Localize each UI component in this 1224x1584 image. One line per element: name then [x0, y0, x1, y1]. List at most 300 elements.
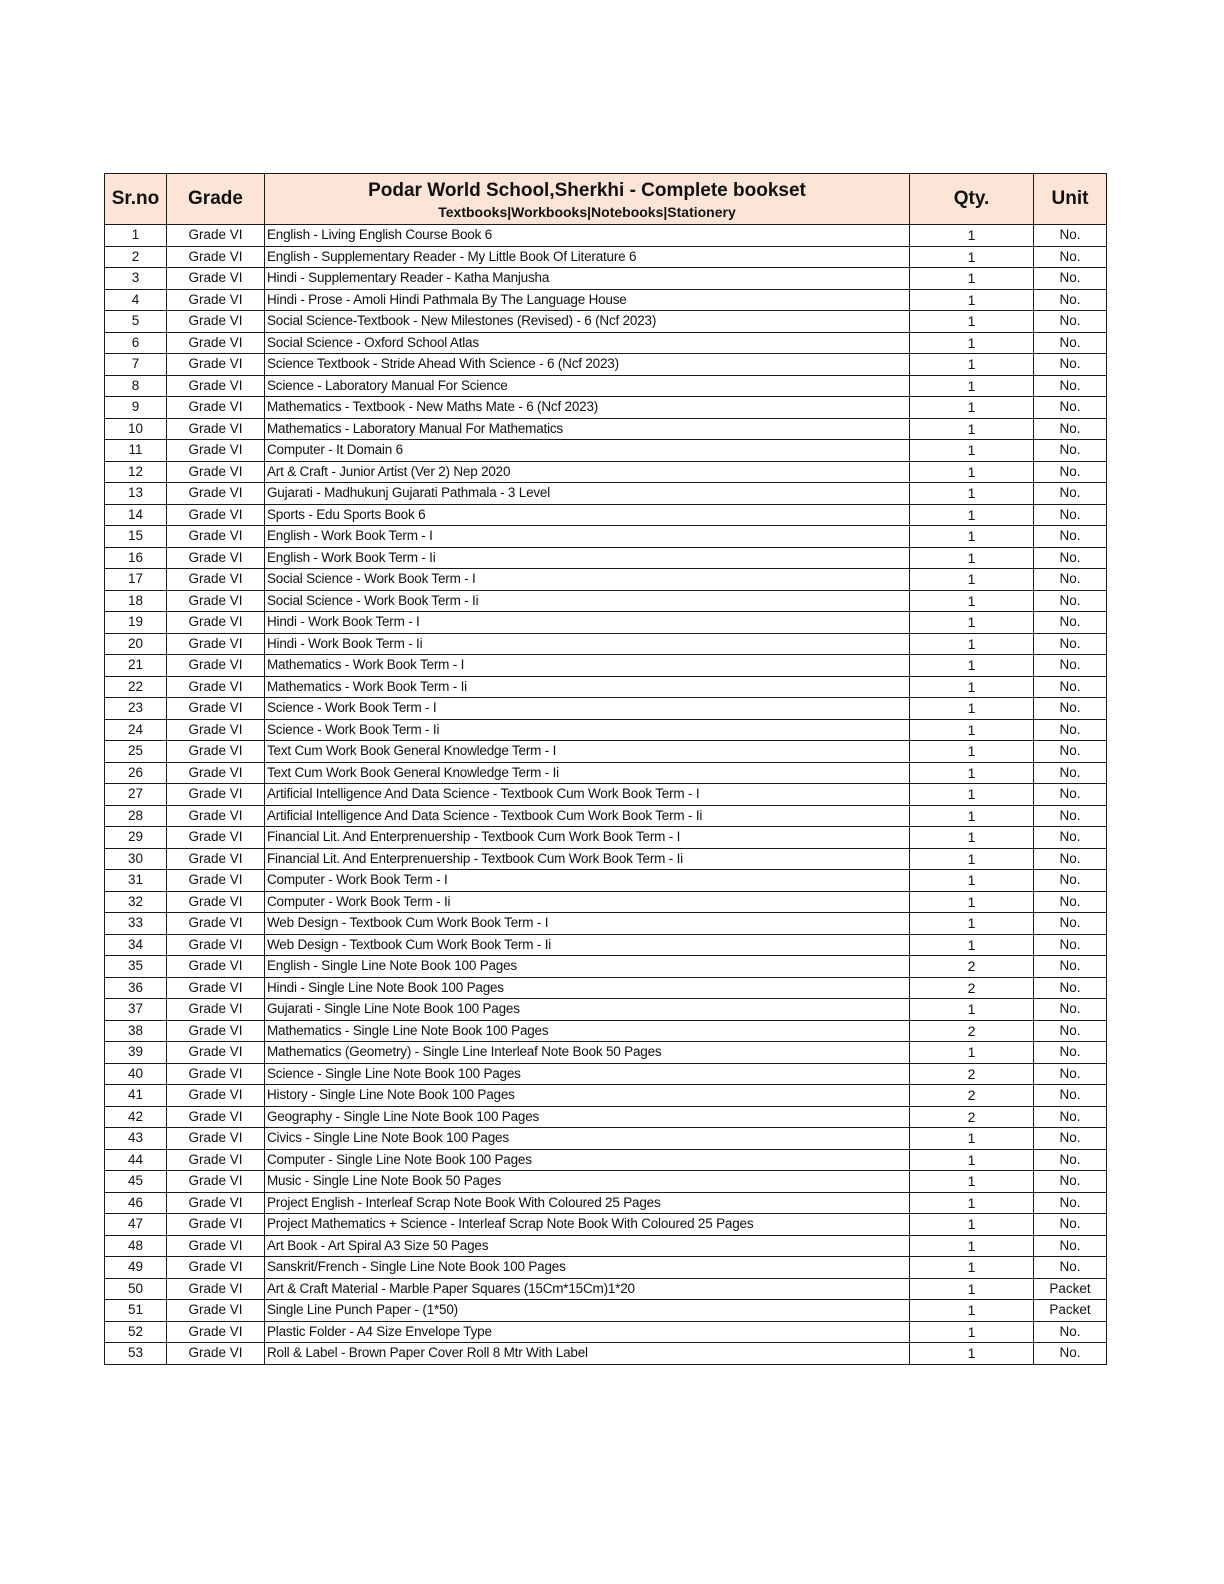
sr-no-cell: 3 — [105, 268, 167, 290]
grade-cell: Grade VI — [167, 956, 265, 978]
unit-cell: No. — [1034, 1106, 1107, 1128]
table-row — [105, 1128, 1107, 1150]
qty-cell: 1 — [910, 1300, 1034, 1322]
description-cell: Roll & Label - Brown Paper Cover Roll 8 Mtr With Label — [265, 1343, 910, 1365]
qty-cell: 1 — [910, 225, 1034, 247]
unit-cell: No. — [1034, 1063, 1107, 1085]
unit-cell: No. — [1034, 698, 1107, 720]
table-row — [105, 633, 1107, 655]
description-cell: Financial Lit. And Enterprenuership - Textbook Cum Work Book Term - I — [265, 827, 910, 849]
table-row — [105, 547, 1107, 569]
unit-cell: No. — [1034, 977, 1107, 999]
sr-no-cell: 48 — [105, 1235, 167, 1257]
table-row — [105, 655, 1107, 677]
table-row — [105, 311, 1107, 333]
grade-cell: Grade VI — [167, 612, 265, 634]
qty-cell: 2 — [910, 956, 1034, 978]
qty-cell: 1 — [910, 913, 1034, 935]
unit-cell: No. — [1034, 483, 1107, 505]
unit-cell: No. — [1034, 655, 1107, 677]
table-row — [105, 1085, 1107, 1107]
description-cell: Computer - Work Book Term - Ii — [265, 891, 910, 913]
table-row — [105, 977, 1107, 999]
grade-cell: Grade VI — [167, 1171, 265, 1193]
sr-no-cell: 36 — [105, 977, 167, 999]
grade-cell: Grade VI — [167, 1106, 265, 1128]
table-row — [105, 354, 1107, 376]
sr-no-cell: 11 — [105, 440, 167, 462]
table-row — [105, 805, 1107, 827]
grade-cell: Grade VI — [167, 848, 265, 870]
qty-cell: 1 — [910, 1235, 1034, 1257]
table-row — [105, 762, 1107, 784]
sr-no-cell: 50 — [105, 1278, 167, 1300]
table-row — [105, 1235, 1107, 1257]
grade-cell: Grade VI — [167, 440, 265, 462]
table-row — [105, 934, 1107, 956]
qty-cell: 1 — [910, 1192, 1034, 1214]
grade-cell: Grade VI — [167, 332, 265, 354]
description-cell: Text Cum Work Book General Knowledge Term - Ii — [265, 762, 910, 784]
qty-cell: 1 — [910, 848, 1034, 870]
table-row — [105, 418, 1107, 440]
description-cell: Science - Single Line Note Book 100 Pages — [265, 1063, 910, 1085]
qty-cell: 2 — [910, 1020, 1034, 1042]
grade-cell: Grade VI — [167, 999, 265, 1021]
description-cell: Mathematics - Laboratory Manual For Mathematics — [265, 418, 910, 440]
unit-cell: No. — [1034, 461, 1107, 483]
unit-cell: No. — [1034, 1171, 1107, 1193]
table-row — [105, 870, 1107, 892]
grade-cell: Grade VI — [167, 762, 265, 784]
table-row — [105, 461, 1107, 483]
sr-no-cell: 10 — [105, 418, 167, 440]
qty-cell: 1 — [910, 762, 1034, 784]
header-row — [105, 174, 1107, 225]
unit-cell: No. — [1034, 891, 1107, 913]
table-row — [105, 289, 1107, 311]
table-row — [105, 246, 1107, 268]
qty-cell: 1 — [910, 719, 1034, 741]
description-cell: Civics - Single Line Note Book 100 Pages — [265, 1128, 910, 1150]
description-cell: Art & Craft Material - Marble Paper Squares (15Cm*15Cm)1*20 — [265, 1278, 910, 1300]
table-row — [105, 784, 1107, 806]
qty-cell: 1 — [910, 999, 1034, 1021]
sr-no-cell: 38 — [105, 1020, 167, 1042]
unit-cell: No. — [1034, 805, 1107, 827]
qty-cell: 1 — [910, 1171, 1034, 1193]
grade-cell: Grade VI — [167, 354, 265, 376]
grade-cell: Grade VI — [167, 1149, 265, 1171]
grade-cell: Grade VI — [167, 418, 265, 440]
qty-cell: 1 — [910, 870, 1034, 892]
description-cell: Geography - Single Line Note Book 100 Pages — [265, 1106, 910, 1128]
table-row — [105, 891, 1107, 913]
table-row — [105, 268, 1107, 290]
description-cell: Single Line Punch Paper - (1*50) — [265, 1300, 910, 1322]
grade-cell: Grade VI — [167, 1235, 265, 1257]
bookset-sheet — [104, 173, 1106, 1365]
table-row — [105, 332, 1107, 354]
qty-cell: 1 — [910, 1042, 1034, 1064]
table-row — [105, 1042, 1107, 1064]
unit-cell: No. — [1034, 999, 1107, 1021]
grade-cell: Grade VI — [167, 891, 265, 913]
qty-cell: 2 — [910, 1106, 1034, 1128]
qty-cell: 1 — [910, 934, 1034, 956]
description-cell: Social Science - Work Book Term - I — [265, 569, 910, 591]
sr-no-cell: 33 — [105, 913, 167, 935]
grade-cell: Grade VI — [167, 268, 265, 290]
grade-cell: Grade VI — [167, 483, 265, 505]
table-row — [105, 590, 1107, 612]
description-cell: Hindi - Prose - Amoli Hindi Pathmala By The Language House — [265, 289, 910, 311]
qty-cell: 1 — [910, 1321, 1034, 1343]
grade-cell: Grade VI — [167, 1321, 265, 1343]
unit-cell: No. — [1034, 1085, 1107, 1107]
qty-cell: 1 — [910, 612, 1034, 634]
unit-cell: Packet — [1034, 1278, 1107, 1300]
table-row — [105, 698, 1107, 720]
unit-cell: No. — [1034, 354, 1107, 376]
qty-cell: 1 — [910, 268, 1034, 290]
sr-no-cell: 1 — [105, 225, 167, 247]
table-row — [105, 1278, 1107, 1300]
description-cell: Social Science - Oxford School Atlas — [265, 332, 910, 354]
sr-no-cell: 41 — [105, 1085, 167, 1107]
qty-cell: 1 — [910, 483, 1034, 505]
qty-cell: 1 — [910, 1128, 1034, 1150]
table-row — [105, 1192, 1107, 1214]
table-row — [105, 1149, 1107, 1171]
grade-header: Grade — [167, 174, 265, 225]
grade-cell: Grade VI — [167, 655, 265, 677]
grade-cell: Grade VI — [167, 805, 265, 827]
grade-cell: Grade VI — [167, 1128, 265, 1150]
qty-cell: 1 — [910, 805, 1034, 827]
description-cell: Science - Work Book Term - Ii — [265, 719, 910, 741]
unit-cell: No. — [1034, 547, 1107, 569]
description-cell: Computer - Work Book Term - I — [265, 870, 910, 892]
table-row — [105, 504, 1107, 526]
sr-no-cell: 46 — [105, 1192, 167, 1214]
unit-cell: No. — [1034, 1149, 1107, 1171]
qty-cell: 2 — [910, 1085, 1034, 1107]
table-row — [105, 1257, 1107, 1279]
sr-no-cell: 2 — [105, 246, 167, 268]
qty-cell: 1 — [910, 504, 1034, 526]
description-cell: Mathematics - Single Line Note Book 100 Pages — [265, 1020, 910, 1042]
sr-no-cell: 14 — [105, 504, 167, 526]
grade-cell: Grade VI — [167, 246, 265, 268]
grade-cell: Grade VI — [167, 1085, 265, 1107]
qty-cell: 2 — [910, 1063, 1034, 1085]
sr-no-cell: 20 — [105, 633, 167, 655]
grade-cell: Grade VI — [167, 827, 265, 849]
grade-cell: Grade VI — [167, 1278, 265, 1300]
sr-no-cell: 12 — [105, 461, 167, 483]
sr-no-cell: 19 — [105, 612, 167, 634]
qty-cell: 1 — [910, 332, 1034, 354]
qty-cell: 1 — [910, 1149, 1034, 1171]
table-row — [105, 719, 1107, 741]
table-row — [105, 526, 1107, 548]
description-cell: Web Design - Textbook Cum Work Book Term - Ii — [265, 934, 910, 956]
sr-no-cell: 17 — [105, 569, 167, 591]
unit-cell: No. — [1034, 1321, 1107, 1343]
unit-cell: No. — [1034, 741, 1107, 763]
description-cell: Web Design - Textbook Cum Work Book Term - I — [265, 913, 910, 935]
sr-no-cell: 51 — [105, 1300, 167, 1322]
grade-cell: Grade VI — [167, 311, 265, 333]
description-cell: Science Textbook - Stride Ahead With Science - 6 (Ncf 2023) — [265, 354, 910, 376]
grade-cell: Grade VI — [167, 698, 265, 720]
unit-cell: No. — [1034, 375, 1107, 397]
qty-cell: 1 — [910, 1278, 1034, 1300]
grade-cell: Grade VI — [167, 741, 265, 763]
unit-cell: No. — [1034, 1042, 1107, 1064]
description-cell: Hindi - Work Book Term - I — [265, 612, 910, 634]
grade-cell: Grade VI — [167, 547, 265, 569]
unit-cell: No. — [1034, 311, 1107, 333]
description-cell: Computer - Single Line Note Book 100 Pages — [265, 1149, 910, 1171]
qty-cell: 1 — [910, 633, 1034, 655]
table-row — [105, 913, 1107, 935]
sr-no-cell: 44 — [105, 1149, 167, 1171]
title-header — [265, 174, 910, 225]
description-cell: Artificial Intelligence And Data Science - Textbook Cum Work Book Term - I — [265, 784, 910, 806]
grade-cell: Grade VI — [167, 633, 265, 655]
grade-cell: Grade VI — [167, 676, 265, 698]
description-cell: Hindi - Work Book Term - Ii — [265, 633, 910, 655]
qty-cell: 1 — [910, 784, 1034, 806]
unit-cell: No. — [1034, 1257, 1107, 1279]
unit-cell: No. — [1034, 569, 1107, 591]
qty-cell: 1 — [910, 418, 1034, 440]
unit-cell: No. — [1034, 332, 1107, 354]
unit-cell: No. — [1034, 827, 1107, 849]
qty-cell: 1 — [910, 354, 1034, 376]
qty-cell: 1 — [910, 891, 1034, 913]
description-cell: English - Single Line Note Book 100 Pages — [265, 956, 910, 978]
description-cell: Social Science - Work Book Term - Ii — [265, 590, 910, 612]
description-cell: Mathematics - Work Book Term - I — [265, 655, 910, 677]
grade-cell: Grade VI — [167, 590, 265, 612]
qty-cell: 1 — [910, 1343, 1034, 1365]
sr-no-cell: 24 — [105, 719, 167, 741]
description-cell: Project Mathematics + Science - Interleaf Scrap Note Book With Coloured 25 Pages — [265, 1214, 910, 1236]
unit-cell: No. — [1034, 913, 1107, 935]
sr-no-cell: 4 — [105, 289, 167, 311]
grade-cell: Grade VI — [167, 225, 265, 247]
unit-cell: No. — [1034, 1192, 1107, 1214]
qty-cell: 1 — [910, 655, 1034, 677]
qty-cell: 1 — [910, 461, 1034, 483]
sr-no-cell: 22 — [105, 676, 167, 698]
sr-no-cell: 47 — [105, 1214, 167, 1236]
qty-cell: 1 — [910, 311, 1034, 333]
grade-cell: Grade VI — [167, 719, 265, 741]
sr-no-cell: 30 — [105, 848, 167, 870]
unit-cell: No. — [1034, 1020, 1107, 1042]
sr-no-cell: 13 — [105, 483, 167, 505]
sr-no-cell: 40 — [105, 1063, 167, 1085]
sr-no-cell: 21 — [105, 655, 167, 677]
sr-no-header: Sr.no — [105, 174, 167, 225]
unit-cell: No. — [1034, 440, 1107, 462]
unit-cell: No. — [1034, 870, 1107, 892]
unit-cell: No. — [1034, 1343, 1107, 1365]
table-row — [105, 440, 1107, 462]
qty-cell: 1 — [910, 741, 1034, 763]
grade-cell: Grade VI — [167, 1042, 265, 1064]
table-row — [105, 741, 1107, 763]
unit-cell: No. — [1034, 590, 1107, 612]
sr-no-cell: 25 — [105, 741, 167, 763]
unit-cell: No. — [1034, 289, 1107, 311]
description-cell: English - Work Book Term - Ii — [265, 547, 910, 569]
table-row — [105, 1214, 1107, 1236]
sr-no-cell: 28 — [105, 805, 167, 827]
sr-no-cell: 52 — [105, 1321, 167, 1343]
unit-cell: No. — [1034, 418, 1107, 440]
unit-cell: No. — [1034, 504, 1107, 526]
grade-cell: Grade VI — [167, 526, 265, 548]
description-cell: Social Science-Textbook - New Milestones (Revised) - 6 (Ncf 2023) — [265, 311, 910, 333]
table-row — [105, 225, 1107, 247]
bookset-table — [104, 173, 1107, 1365]
table-row — [105, 612, 1107, 634]
sr-no-cell: 5 — [105, 311, 167, 333]
qty-cell: 1 — [910, 569, 1034, 591]
grade-cell: Grade VI — [167, 461, 265, 483]
table-row — [105, 483, 1107, 505]
unit-cell: No. — [1034, 612, 1107, 634]
unit-cell: No. — [1034, 1214, 1107, 1236]
unit-cell: No. — [1034, 1128, 1107, 1150]
description-cell: Art & Craft - Junior Artist (Ver 2) Nep 2020 — [265, 461, 910, 483]
sr-no-cell: 53 — [105, 1343, 167, 1365]
qty-cell: 2 — [910, 977, 1034, 999]
grade-cell: Grade VI — [167, 1300, 265, 1322]
description-cell: Text Cum Work Book General Knowledge Term - I — [265, 741, 910, 763]
sr-no-cell: 16 — [105, 547, 167, 569]
table-row — [105, 375, 1107, 397]
grade-cell: Grade VI — [167, 1063, 265, 1085]
table-row — [105, 1321, 1107, 1343]
description-cell: Financial Lit. And Enterprenuership - Textbook Cum Work Book Term - Ii — [265, 848, 910, 870]
qty-cell: 1 — [910, 526, 1034, 548]
grade-cell: Grade VI — [167, 289, 265, 311]
sr-no-cell: 45 — [105, 1171, 167, 1193]
sr-no-cell: 6 — [105, 332, 167, 354]
unit-cell: No. — [1034, 676, 1107, 698]
description-cell: Plastic Folder - A4 Size Envelope Type — [265, 1321, 910, 1343]
sr-no-cell: 35 — [105, 956, 167, 978]
description-cell: Science - Laboratory Manual For Science — [265, 375, 910, 397]
description-cell: Mathematics (Geometry) - Single Line Interleaf Note Book 50 Pages — [265, 1042, 910, 1064]
table-row — [105, 569, 1107, 591]
sr-no-cell: 27 — [105, 784, 167, 806]
grade-cell: Grade VI — [167, 1214, 265, 1236]
description-cell: Science - Work Book Term - I — [265, 698, 910, 720]
qty-header: Qty. — [910, 174, 1034, 225]
qty-cell: 1 — [910, 676, 1034, 698]
grade-cell: Grade VI — [167, 1343, 265, 1365]
qty-cell: 1 — [910, 375, 1034, 397]
unit-cell: No. — [1034, 784, 1107, 806]
grade-cell: Grade VI — [167, 977, 265, 999]
description-cell: Artificial Intelligence And Data Science - Textbook Cum Work Book Term - Ii — [265, 805, 910, 827]
qty-cell: 1 — [910, 289, 1034, 311]
grade-cell: Grade VI — [167, 784, 265, 806]
description-cell: Project English - Interleaf Scrap Note Book With Coloured 25 Pages — [265, 1192, 910, 1214]
unit-cell: Packet — [1034, 1300, 1107, 1322]
table-body — [105, 225, 1107, 1365]
table-row — [105, 1343, 1107, 1365]
sr-no-cell: 29 — [105, 827, 167, 849]
unit-cell: No. — [1034, 633, 1107, 655]
grade-cell: Grade VI — [167, 913, 265, 935]
grade-cell: Grade VI — [167, 504, 265, 526]
table-row — [105, 999, 1107, 1021]
description-cell: Mathematics - Work Book Term - Ii — [265, 676, 910, 698]
table-row — [105, 1063, 1107, 1085]
sr-no-cell: 23 — [105, 698, 167, 720]
unit-cell: No. — [1034, 225, 1107, 247]
unit-header: Unit — [1034, 174, 1107, 225]
description-cell: English - Supplementary Reader - My Little Book Of Literature 6 — [265, 246, 910, 268]
description-cell: Hindi - Single Line Note Book 100 Pages — [265, 977, 910, 999]
grade-cell: Grade VI — [167, 934, 265, 956]
table-row — [105, 827, 1107, 849]
grade-cell: Grade VI — [167, 1192, 265, 1214]
description-cell: History - Single Line Note Book 100 Pages — [265, 1085, 910, 1107]
sr-no-cell: 43 — [105, 1128, 167, 1150]
description-cell: Art Book - Art Spiral A3 Size 50 Pages — [265, 1235, 910, 1257]
qty-cell: 1 — [910, 397, 1034, 419]
qty-cell: 1 — [910, 440, 1034, 462]
table-row — [105, 1106, 1107, 1128]
description-cell: Sanskrit/French - Single Line Note Book 100 Pages — [265, 1257, 910, 1279]
description-cell: Gujarati - Single Line Note Book 100 Pages — [265, 999, 910, 1021]
sr-no-cell: 15 — [105, 526, 167, 548]
sr-no-cell: 31 — [105, 870, 167, 892]
grade-cell: Grade VI — [167, 569, 265, 591]
sr-no-cell: 7 — [105, 354, 167, 376]
grade-cell: Grade VI — [167, 375, 265, 397]
description-cell: English - Work Book Term - I — [265, 526, 910, 548]
description-cell: Music - Single Line Note Book 50 Pages — [265, 1171, 910, 1193]
qty-cell: 1 — [910, 1257, 1034, 1279]
sr-no-cell: 32 — [105, 891, 167, 913]
table-row — [105, 848, 1107, 870]
grade-cell: Grade VI — [167, 1257, 265, 1279]
description-cell: English - Living English Course Book 6 — [265, 225, 910, 247]
unit-cell: No. — [1034, 848, 1107, 870]
description-cell: Gujarati - Madhukunj Gujarati Pathmala - 3 Level — [265, 483, 910, 505]
table-row — [105, 1171, 1107, 1193]
qty-cell: 1 — [910, 547, 1034, 569]
description-cell: Mathematics - Textbook - New Maths Mate - 6 (Ncf 2023) — [265, 397, 910, 419]
unit-cell: No. — [1034, 762, 1107, 784]
document-title: Podar World School,Sherkhi - Complete bookset — [368, 180, 806, 201]
description-cell: Hindi - Supplementary Reader - Katha Manjusha — [265, 268, 910, 290]
qty-cell: 1 — [910, 698, 1034, 720]
sr-no-cell: 9 — [105, 397, 167, 419]
sr-no-cell: 39 — [105, 1042, 167, 1064]
sr-no-cell: 49 — [105, 1257, 167, 1279]
